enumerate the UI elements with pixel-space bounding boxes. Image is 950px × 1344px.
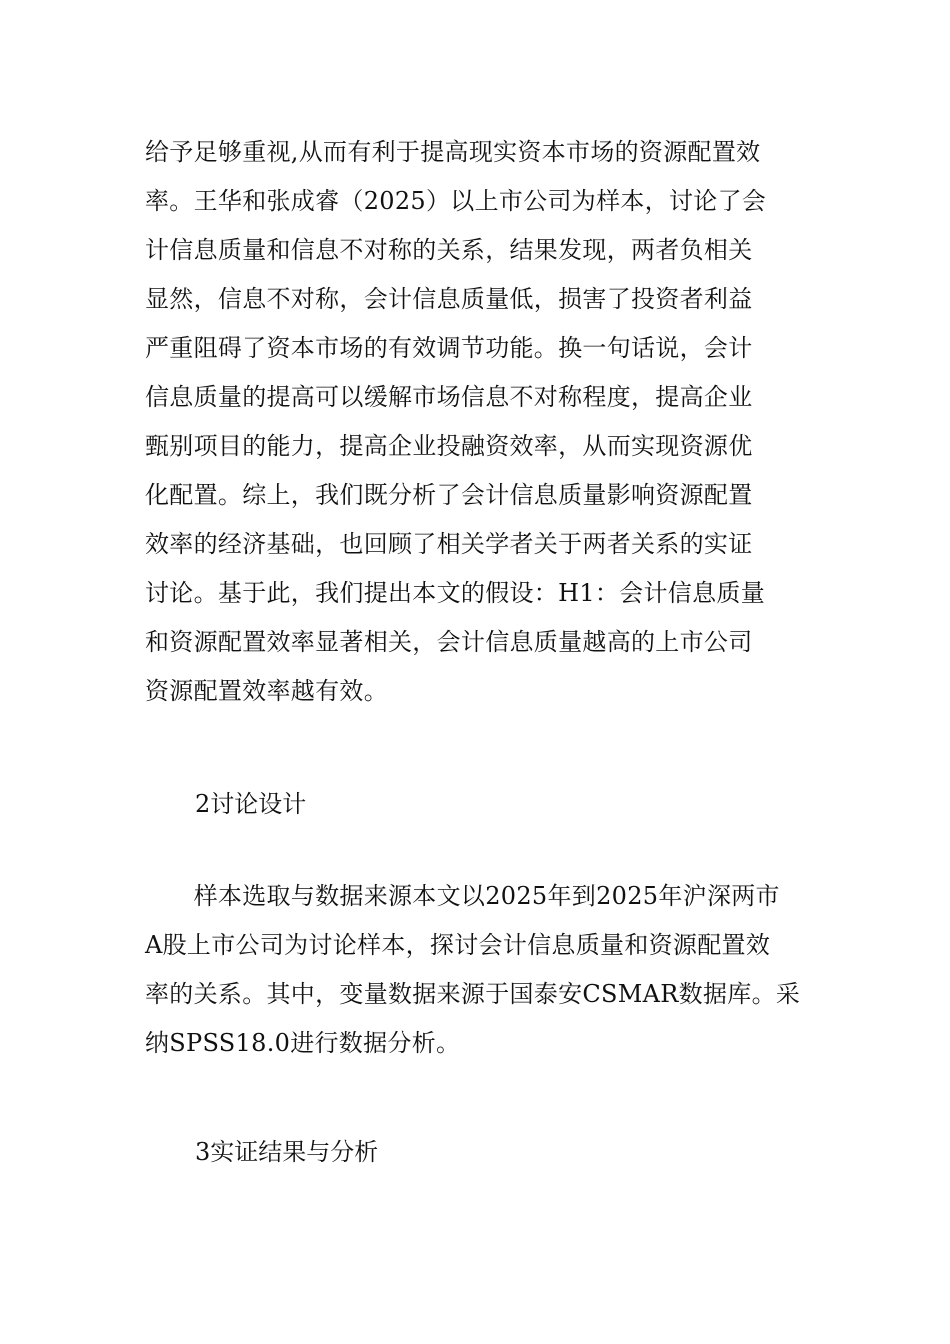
spacer [145, 829, 807, 872]
paragraph-resource-allocation [145, 128, 807, 716]
spacer [145, 716, 807, 780]
text-line: 率的关系。其中，变量数据来源于国泰安CSMAR数据库。采 [145, 980, 801, 1008]
text-line: 讨论。基于此，我们提出本文的假设：H1：会计信息质量 [145, 579, 765, 607]
text-line: 和资源配置效率显著相关，会计信息质量越高的上市公司 [145, 628, 753, 656]
text-line: 效率的经济基础，也回顾了相关学者关于两者关系的实证 [145, 530, 753, 558]
document-body [145, 128, 807, 1177]
text-line: A股上市公司为讨论样本，探讨会计信息质量和资源配置效 [145, 931, 771, 959]
text-line: 化配置。综上，我们既分析了会计信息质量影响资源配置 [145, 481, 753, 509]
text-line: 资源配置效率越有效。 [145, 677, 388, 705]
section-heading-empirical-results: 3实证结果与分析 [195, 1138, 379, 1166]
text-line: 甄别项目的能力，提高企业投融资效率，从而实现资源优 [145, 432, 753, 460]
text-line: 严重阻碍了资本市场的有效调节功能。换一句话说，会计 [145, 334, 753, 362]
text-line: 给予足够重视,从而有利于提高现实资本市场的资源配置效 [145, 138, 761, 166]
text-line: 显然，信息不对称，会计信息质量低，损害了投资者利益 [145, 285, 753, 313]
text-line: 信息质量的提高可以缓解市场信息不对称程度，提高企业 [145, 383, 753, 411]
text-line: 率。王华和张成睿（2025）以上市公司为样本，讨论了会 [145, 187, 767, 215]
text-line: 纳SPSS18.0进行数据分析。 [145, 1029, 461, 1057]
spacer [145, 1068, 807, 1128]
section-heading-research-design: 2讨论设计 [195, 790, 307, 818]
paragraph-sample-data [145, 872, 807, 1068]
text-line: 样本选取与数据来源本文以2025年到2025年沪深两市 [145, 882, 780, 910]
text-line: 计信息质量和信息不对称的关系，结果发现，两者负相关 [145, 236, 753, 264]
